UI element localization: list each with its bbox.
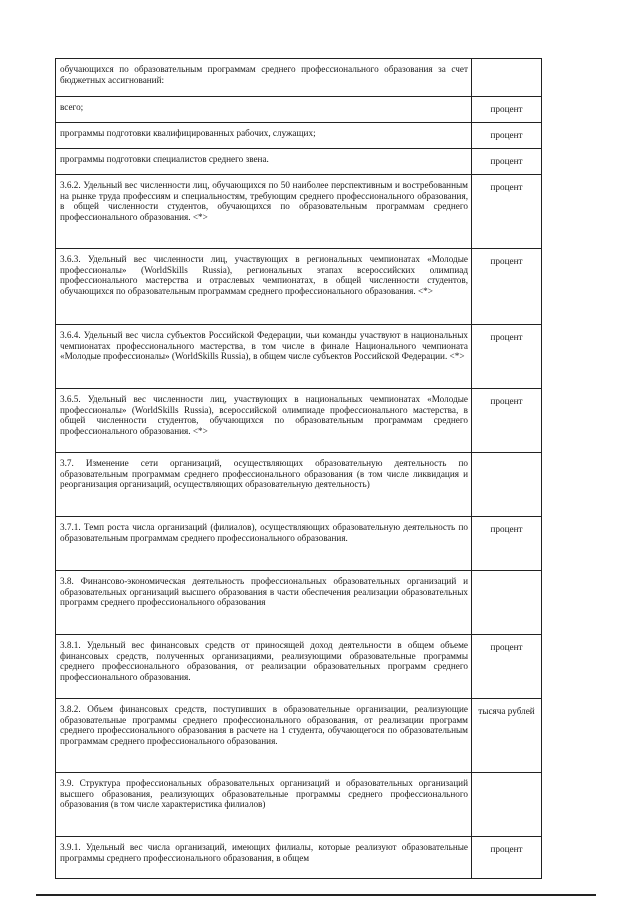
indicators-table — [55, 58, 542, 879]
row-text: 3.8.2. Объем финансовых средств, поступивших в образовательные организации, реализующие образовательные программы среднего профессионального образования, от реализации программ среднего профессионального образования в расчете на 1 студента, обучающегося по образовательным программам среднего профессионального образования. — [60, 704, 468, 746]
row-text: 3.6.2. Удельный вес численности лиц, обучающихся по 50 наиболее перспективным и востребованным на рынке труда профессиям и специальностям, требующим среднего профессионального образования, в общей численности студентов, обучающихся по образовательным программам среднего профессионального образования. <*> — [60, 180, 468, 222]
row-unit: процент — [490, 182, 523, 192]
row-text: 3.8.1. Удельный вес финансовых средств от приносящей доход деятельности в общем объеме финансовых средств, полученных организациями, реализующими образовательные программы среднего профессионального образования, от реализации образовательных программ среднего профессионального образования. — [60, 640, 468, 682]
table-row — [56, 325, 542, 389]
table-row — [56, 97, 542, 123]
row-unit: процент — [490, 844, 523, 854]
table-row — [56, 517, 542, 571]
table-row — [56, 389, 542, 453]
row-unit: тысяча рублей — [478, 706, 535, 716]
row-unit: процент — [490, 332, 523, 342]
table-row — [56, 837, 542, 879]
table-row — [56, 699, 542, 773]
row-unit — [472, 773, 541, 780]
page-bottom-rule — [36, 894, 596, 896]
row-text: программы подготовки специалистов среднего звена. — [60, 154, 269, 164]
row-text: 3.8. Финансово-экономическая деятельность профессиональных образовательных организаций и образовательных организаций высшего образования в части обеспечения реализации образовательных программ среднего профессионального образования — [60, 576, 468, 608]
row-text: 3.9.1. Удельный вес числа организаций, имеющих филиалы, которые реализуют образовательные программы среднего профессионального образования, в общем — [60, 842, 468, 863]
row-unit: процент — [490, 256, 523, 266]
row-text: 3.6.5. Удельный вес численности лиц, участвующих в национальных чемпионатах «Молодые профессионалы» (WorldSkills Russia), всероссийской олимпиаде профессионального мастерства, в общей численности студентов, обучающихся по образовательным программам среднего профессионального образования. <*> — [60, 394, 468, 436]
row-text: 3.6.4. Удельный вес числа субъектов Российской Федерации, чьи команды участвуют в национальных чемпионатах профессионального мастерства, в том числе в финале Национального чемпионата «Молодые профессионалы» (WorldSkills Russia), в общем числе субъектов Российской Федерации. <*> — [60, 330, 468, 362]
row-unit: процент — [490, 396, 523, 406]
table-row — [56, 59, 542, 97]
table-row — [56, 149, 542, 175]
row-unit: процент — [490, 130, 523, 140]
row-text: всего; — [60, 102, 84, 112]
row-text: 3.9. Структура профессиональных образовательных организаций и образовательных организаций высшего образования, реализующих образовательные программы среднего профессионального образования (в том числе характеристика филиалов) — [60, 778, 468, 810]
row-unit: процент — [490, 156, 523, 166]
row-text: 3.7. Изменение сети организаций, осуществляющих образовательную деятельность по образовательным программам среднего профессионального образования (в том числе ликвидация и реорганизация организаций, осуществляющих образовательную деятельность) — [60, 458, 468, 490]
row-unit: процент — [490, 642, 523, 652]
table-row — [56, 571, 542, 635]
table-row — [56, 175, 542, 249]
table-row — [56, 635, 542, 699]
row-unit: процент — [490, 524, 523, 534]
row-text: 3.7.1. Темп роста числа организаций (филиалов), осуществляющих образовательную деятельность по образовательным программам среднего профессионального образования. — [60, 522, 468, 543]
row-text: 3.6.3. Удельный вес численности лиц, участвующих в региональных чемпионатах «Молодые профессионалы» (WorldSkills Russia), региональных этапах всероссийских олимпиад профессионального мастерства и отраслевых чемпионатах, в общей численности студентов, обучающихся по образовательным программам среднего профессионального образования. <*> — [60, 254, 468, 296]
table-row — [56, 773, 542, 837]
row-unit — [472, 453, 541, 460]
table-row — [56, 453, 542, 517]
row-text: обучающихся по образовательным программам среднего профессионального образования за счет бюджетных ассигнований: — [60, 64, 468, 85]
row-unit — [472, 571, 541, 578]
table-row — [56, 123, 542, 149]
row-unit: процент — [490, 104, 523, 114]
row-unit — [472, 59, 541, 66]
row-text: программы подготовки квалифицированных рабочих, служащих; — [60, 128, 316, 138]
table-row — [56, 249, 542, 325]
